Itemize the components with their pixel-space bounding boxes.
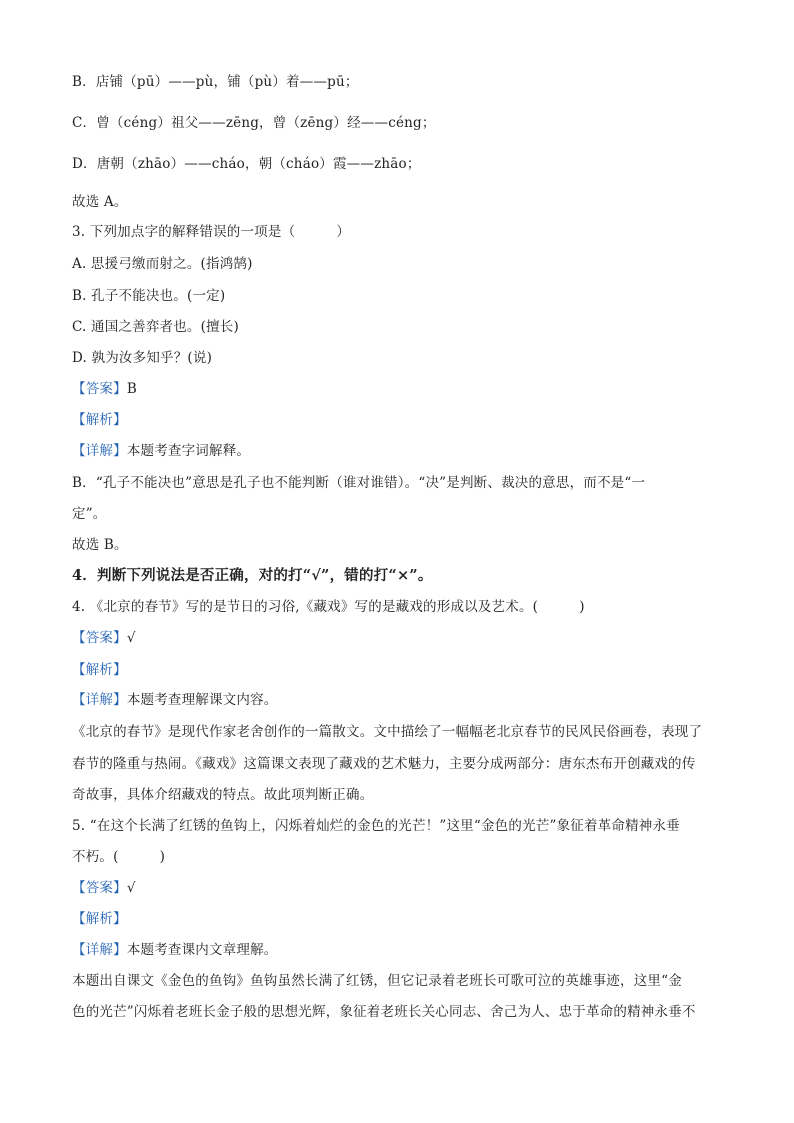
q3-option-c-text: C. 通国之善弈者也。(擅长)	[72, 319, 239, 335]
detail-tag: 【详解】	[72, 692, 127, 708]
q3-answer-line	[72, 379, 137, 399]
q5-analysis-line	[72, 909, 127, 929]
explanation-text: 奇故事，具体介绍藏戏的特点。故此项判断正确。	[72, 787, 374, 803]
question-4-line	[72, 597, 585, 617]
answer-tag: 【答案】	[72, 630, 127, 646]
choice-b-line	[72, 535, 128, 555]
q5-explanation-line-1	[72, 971, 682, 991]
explanation-text: 春节的隆重与热闹。《藏戏》这篇课文表现了藏戏的艺术魅力，主要分成两部分：唐东杰布开创藏戏的传	[72, 756, 696, 772]
section-4-heading-text: 4．判断下列说法是否正确，对的打“√”，错的打“×”。	[72, 567, 433, 584]
option-c-text: C．曾（céng）祖父——zēng，曾（zēng）经——céng；	[72, 115, 436, 131]
q3-option-d-text: D. 孰为汝多知乎？(说)	[72, 350, 213, 366]
answer-tag: 【答案】	[72, 880, 127, 896]
choice-a-line	[72, 192, 128, 212]
section-4-heading	[72, 566, 433, 586]
question-4-text: 4. 《北京的春节》写的是节日的习俗,《藏戏》写的是藏戏的形成以及艺术。( )	[72, 599, 585, 615]
q3-explanation-line-1	[72, 473, 645, 493]
detail-text: 本题考查字词解释。	[126, 443, 251, 459]
detail-tag: 【详解】	[72, 942, 127, 958]
q3-option-d-line	[72, 348, 212, 368]
question-5-text: 不朽。( )	[72, 849, 166, 865]
q3-analysis-line	[72, 410, 127, 430]
q3-option-b-text: B. 孔子不能决也。(一定)	[72, 288, 226, 304]
question-3-line	[72, 222, 350, 242]
q5-detail-line	[72, 940, 278, 960]
question-5-line-2	[72, 847, 165, 867]
explanation-text: 色的光芒”闪烁着老班长金子般的思想光辉，象征着老班长关心同志、舍己为人、忠于革命的精神永垂不	[72, 1004, 696, 1020]
question-5-text: 5. “在这个长满了红锈的鱼钩上，闪烁着灿烂的金色的光芒！”这里“金色的光芒”象征着革命精神永垂	[72, 818, 680, 834]
q3-option-b-line	[72, 286, 225, 306]
choice-b-text: 故选 B。	[72, 537, 128, 553]
explanation-text: 本题出自课文《金色的鱼钩》鱼钩虽然长满了红锈，但它记录着老班长可歌可泣的英雄事迹，这里“金	[72, 973, 682, 989]
detail-text: 本题考查理解课文内容。	[126, 692, 278, 708]
q3-detail-line	[72, 441, 250, 461]
explanation-text: 《北京的春节》是现代作家老舍创作的一篇散文。文中描绘了一幅幅老北京春节的民风民俗画卷，表现了	[72, 724, 703, 740]
option-d-text: D．唐朝（zhāo）——cháo，朝（cháo）霞——zhāo；	[72, 156, 421, 172]
q4-explanation-line-1	[72, 722, 702, 742]
q4-detail-line	[72, 690, 278, 710]
answer-value: √	[126, 880, 136, 896]
analysis-tag: 【解析】	[72, 911, 127, 927]
q4-explanation-line-2	[72, 754, 695, 774]
analysis-tag: 【解析】	[72, 412, 127, 428]
q3-option-a-line	[72, 254, 253, 274]
option-b-text: B．店铺（pū）——pù，铺（pù）着——pū；	[72, 74, 359, 90]
q3-option-c-line	[72, 317, 239, 337]
question-5-line-1	[72, 816, 680, 836]
q4-analysis-line	[72, 660, 127, 680]
answer-value: B	[126, 381, 137, 397]
q3-explanation-line-2	[72, 504, 107, 524]
choice-a-text: 故选 A。	[72, 194, 128, 210]
detail-text: 本题考查课内文章理解。	[126, 942, 278, 958]
question-3-text: 3. 下列加点字的解释错误的一项是（ ）	[72, 224, 351, 240]
answer-tag: 【答案】	[72, 381, 127, 397]
option-b-line	[72, 72, 359, 92]
q4-explanation-line-3	[72, 785, 373, 805]
detail-tag: 【详解】	[72, 443, 127, 459]
analysis-tag: 【解析】	[72, 662, 127, 678]
explanation-text: B．“孔子不能决也”意思是孔子也不能判断（谁对谁错）。“决”是判断、裁决的意思，而不是“一	[72, 475, 646, 491]
option-d-line	[72, 154, 421, 174]
explanation-text: 定”。	[72, 506, 107, 522]
q4-answer-line	[72, 628, 136, 648]
option-c-line	[72, 113, 436, 133]
q3-option-a-text: A. 思援弓缴而射之。(指鸿鹄)	[72, 256, 253, 272]
q5-explanation-line-2	[72, 1002, 696, 1022]
answer-value: √	[126, 630, 136, 646]
q5-answer-line	[72, 878, 136, 898]
